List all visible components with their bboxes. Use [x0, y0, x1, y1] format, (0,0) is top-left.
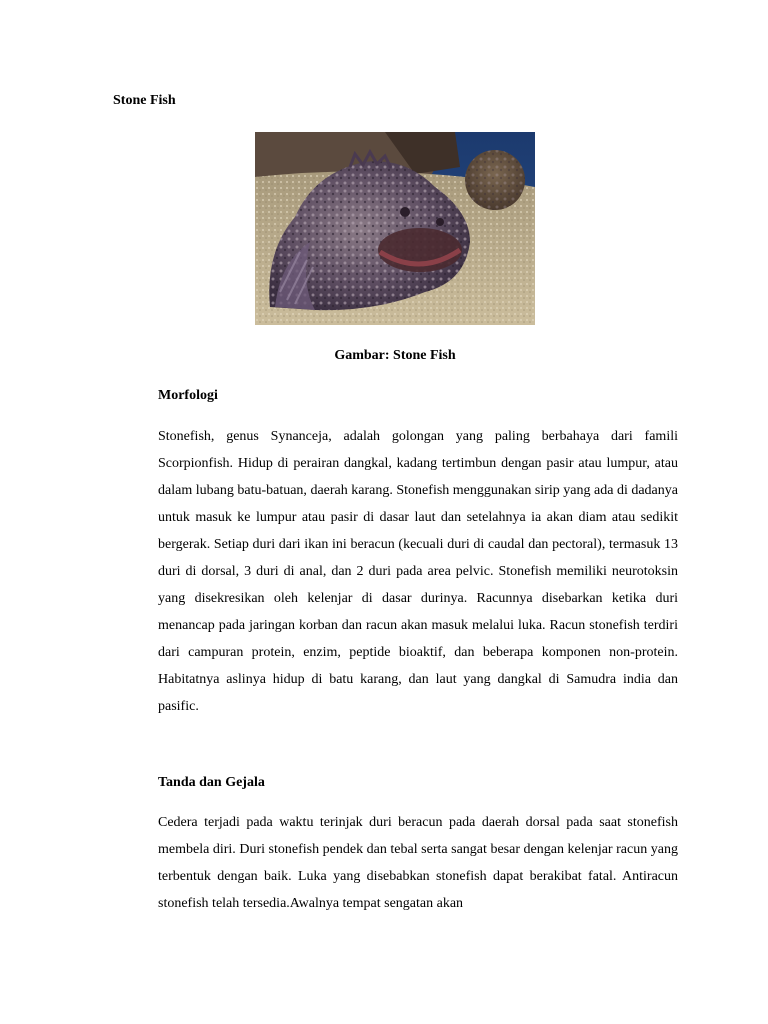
section-heading-morfologi: Morfologi [158, 388, 218, 403]
page-title: Stone Fish [113, 93, 176, 108]
stonefish-photo-icon [255, 132, 535, 325]
figure-caption: Gambar: Stone Fish [334, 348, 456, 363]
section-paragraph-tanda-gejala: Cedera terjadi pada waktu terinjak duri beracun pada daerah dorsal pada saat stonefish membela diri. Duri stonefish pendek dan tebal serta sangat besar dengan kelenjar racun yang terbentuk dengan baik. Luka yang disebabkan stonefish dapat berakibat fatal. Antiracun stonefish telah tersedia.Awalnya tempat sengatan akan [158, 815, 678, 911]
section-paragraph-morfologi: Stonefish, genus Synanceja, adalah golongan yang paling berbahaya dari famili Scorpionfish. Hidup di perairan dangkal, kadang tertimbun dengan pasir atau lumpur, atau dalam lubang batu-batuan, daerah karang. Stonefish menggunakan sirip yang ada di dadanya untuk masuk ke lumpur atau pasir di dasar laut dan setelahnya ia akan diam atau sedikit bergerak. Setiap duri dari ikan ini beracun (kecuali duri di caudal dan pectoral), termasuk 13 duri di dorsal, 3 duri di anal, dan 2 duri pada area pelvic. Stonefish memiliki neurotoksin yang disekresikan oleh kelenjar di dasar durinya. Racunnya disebarkan ketika duri menancap pada jaringan korban dan racun akan masuk melalui luka. Racun stonefish terdiri dari campuran protein, enzim, peptide bioaktif, dan beberapa komponen non-protein. Habitatnya aslinya hidup di batu karang, dan laut yang dangkal di Samudra india dan pasific. [158, 429, 678, 714]
stonefish-photo [255, 132, 535, 325]
section-heading-tanda-gejala: Tanda dan Gejala [158, 775, 265, 790]
